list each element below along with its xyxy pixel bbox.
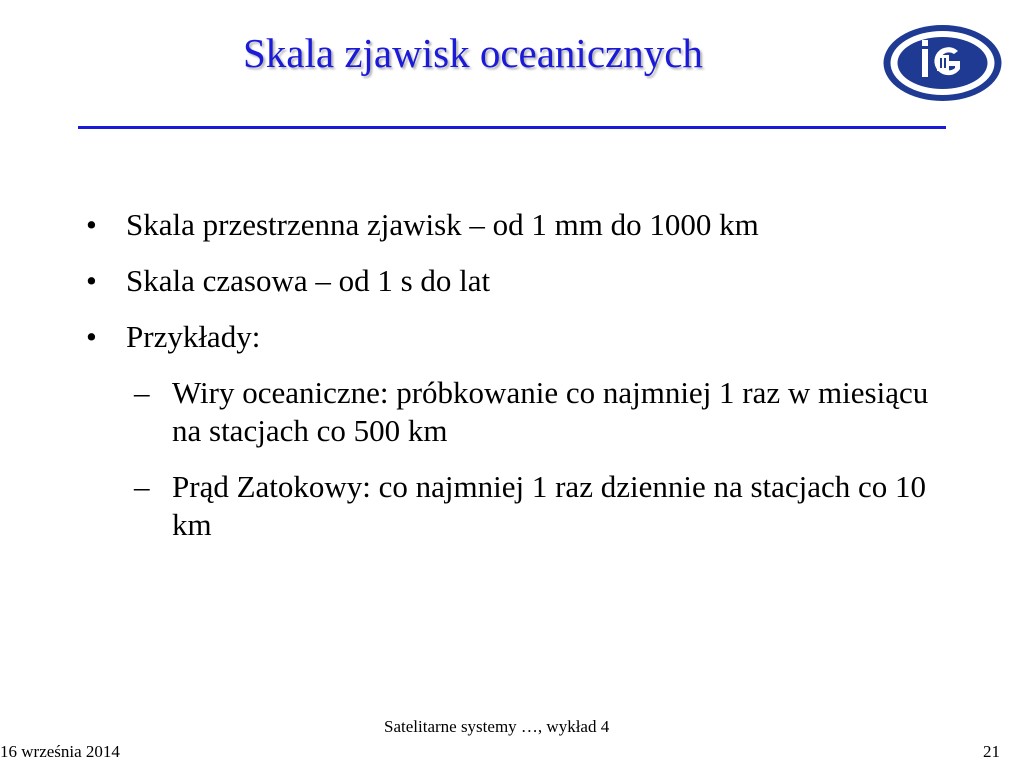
- bullet-text: Skala czasowa – od 1 s do lat: [126, 263, 491, 298]
- footer-date: 16 września 2014: [0, 742, 120, 761]
- bullet-item: [86, 206, 946, 244]
- sub-bullet-item: [132, 374, 946, 450]
- bullet-text: Skala przestrzenna zjawisk – od 1 mm do 1000 km: [126, 207, 759, 242]
- university-logo-icon: [882, 23, 1003, 103]
- title-underline: [78, 126, 946, 129]
- bullet-marker: •: [86, 207, 97, 242]
- footer-course-title: Satelitarne systemy …, wykład 4: [384, 717, 610, 736]
- sub-bullet-item: [132, 468, 946, 544]
- bullet-text: Przykłady:: [126, 319, 261, 354]
- bullet-item: [86, 262, 946, 300]
- sub-bullet-marker: –: [134, 375, 150, 410]
- slide-title: Skala zjawisk oceanicznych: [243, 30, 703, 76]
- bullet-list: [86, 206, 946, 562]
- bullet-item: [86, 318, 946, 356]
- bullet-marker: •: [86, 263, 97, 298]
- sub-bullet-text: Prąd Zatokowy: co najmniej 1 raz dziennie na stacjach co 10 km: [172, 469, 927, 542]
- sub-bullet-text: Wiry oceaniczne: próbkowanie co najmniej 1 raz w miesiącu na stacjach co 500 km: [172, 375, 929, 448]
- sub-bullet-marker: –: [134, 469, 150, 504]
- footer-page-number: 21: [983, 742, 1000, 761]
- bullet-marker: •: [86, 319, 97, 354]
